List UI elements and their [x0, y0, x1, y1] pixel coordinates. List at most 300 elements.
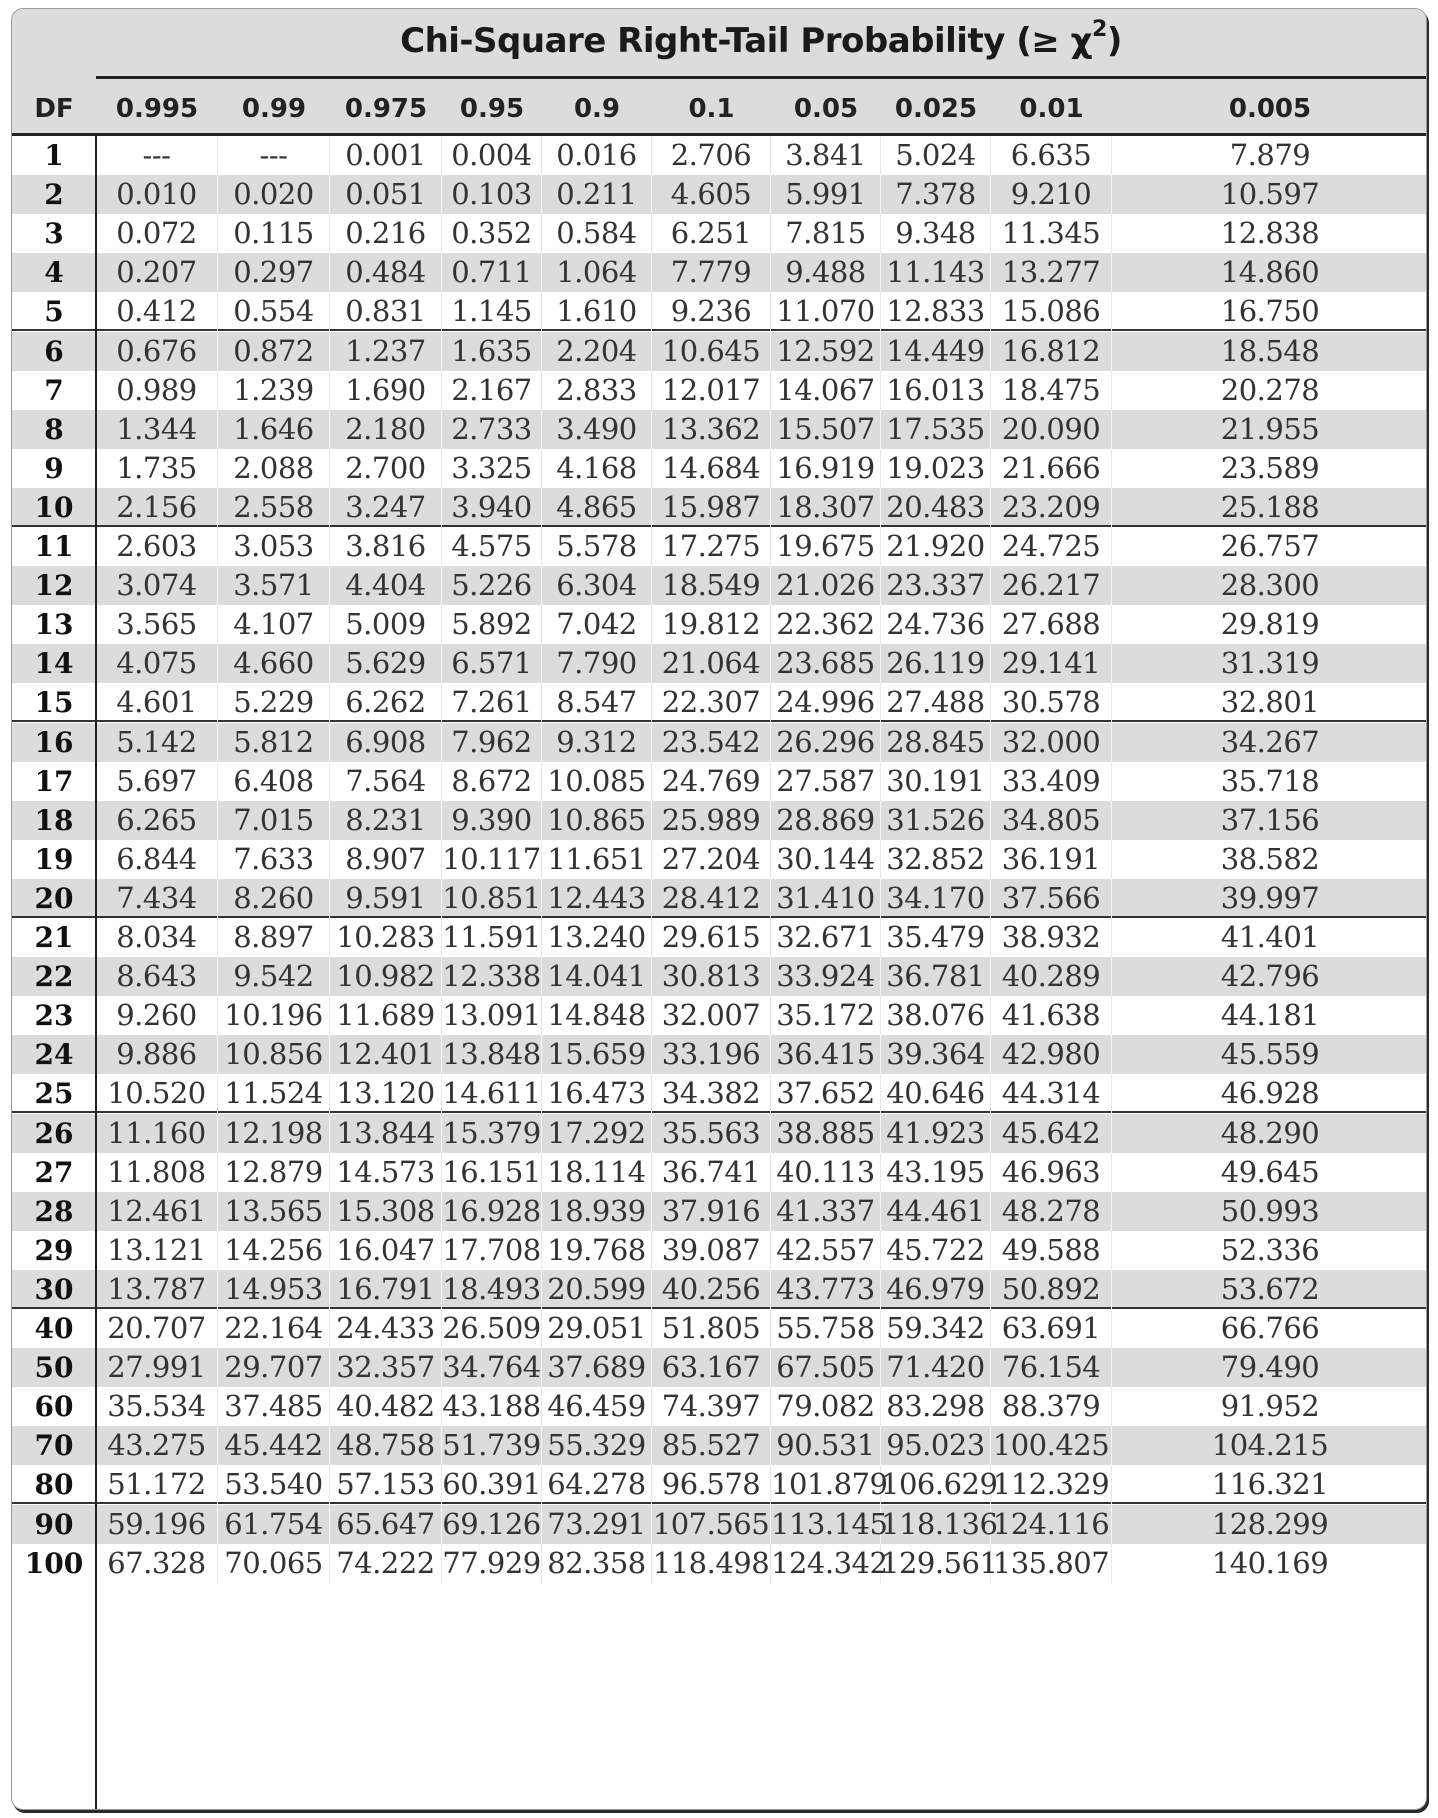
df-cell: 60	[34, 1390, 74, 1424]
critical-value-cell: 37.156	[1220, 802, 1320, 837]
df-cell: 17	[34, 764, 74, 798]
critical-value-cell: 12.838	[1220, 216, 1320, 251]
df-column-divider	[95, 136, 97, 1810]
critical-value-cell: 28.412	[652, 879, 771, 918]
critical-value-cell: 6.265	[96, 801, 218, 840]
critical-value-cell: 15.086	[991, 292, 1112, 331]
critical-value-cell: 22.307	[652, 683, 771, 722]
table-row	[12, 1231, 1426, 1270]
critical-value-cell: 7.879	[1229, 138, 1311, 172]
critical-value-cell: 10.520	[96, 1074, 218, 1113]
critical-value-cell: 9.591	[330, 879, 442, 918]
critical-value-cell: 45.559	[1220, 1037, 1320, 1072]
critical-value-cell: 0.016	[542, 136, 652, 175]
critical-value-cell: 26.217	[991, 566, 1112, 605]
critical-value-cell: 43.275	[96, 1426, 218, 1465]
critical-value-cell: 3.940	[442, 488, 542, 527]
critical-value-cell: 44.181	[1220, 998, 1320, 1033]
critical-value-cell: 35.172	[771, 996, 881, 1035]
critical-value-cell: 8.897	[218, 918, 330, 957]
table-row	[12, 253, 1426, 292]
critical-value-cell: 38.582	[1220, 841, 1320, 876]
critical-value-cell: 27.991	[96, 1348, 218, 1387]
critical-value-cell: 13.091	[442, 996, 542, 1035]
critical-value-cell: 9.886	[96, 1035, 218, 1074]
critical-value-cell: 50.993	[1220, 1193, 1320, 1228]
critical-value-cell: 36.741	[652, 1153, 771, 1192]
critical-value-cell: 6.571	[442, 644, 542, 683]
critical-value-cell: 40.646	[881, 1074, 991, 1113]
critical-value-cell: 44.461	[881, 1192, 991, 1231]
critical-value-cell: 112.329	[991, 1465, 1112, 1504]
critical-value-cell: 6.304	[542, 566, 652, 605]
critical-value-cell: 52.336	[1220, 1232, 1320, 1267]
critical-value-cell: 17.708	[442, 1231, 542, 1270]
critical-value-cell: 27.488	[881, 683, 991, 722]
critical-value-cell: 39.087	[652, 1231, 771, 1270]
table-row	[12, 1074, 1426, 1113]
df-cell: 80	[34, 1468, 74, 1502]
critical-value-cell: 14.256	[218, 1231, 330, 1270]
table-row	[12, 1387, 1426, 1426]
critical-value-cell: 73.291	[542, 1505, 652, 1544]
critical-value-cell: 13.120	[330, 1074, 442, 1113]
critical-value-cell: 82.358	[542, 1544, 652, 1583]
critical-value-cell: 0.297	[218, 253, 330, 292]
critical-value-cell: 20.278	[1220, 372, 1320, 407]
critical-value-cell: 17.275	[652, 527, 771, 566]
critical-value-cell: 140.169	[1211, 1545, 1329, 1580]
critical-value-cell: 15.659	[542, 1035, 652, 1074]
critical-value-cell: 27.688	[991, 605, 1112, 644]
table-row	[12, 1114, 1426, 1153]
critical-value-cell: 79.082	[771, 1387, 881, 1426]
critical-value-cell: 45.442	[218, 1426, 330, 1465]
critical-value-cell: 37.689	[542, 1348, 652, 1387]
table-row	[12, 879, 1426, 918]
critical-value-cell: 14.611	[442, 1074, 542, 1113]
critical-value-cell: 4.107	[218, 605, 330, 644]
df-cell: 14	[34, 647, 74, 681]
critical-value-cell: 12.833	[881, 292, 991, 331]
critical-value-cell: 18.114	[542, 1153, 652, 1192]
critical-value-cell: 46.963	[991, 1153, 1112, 1192]
critical-value-cell: 15.507	[771, 410, 881, 449]
table-row	[12, 410, 1426, 449]
critical-value-cell: 59.342	[881, 1309, 991, 1348]
critical-value-cell: 33.409	[991, 762, 1112, 801]
title-rule	[96, 76, 1426, 79]
critical-value-cell: 19.812	[652, 605, 771, 644]
critical-value-cell: 11.070	[771, 292, 881, 331]
df-cell: 20	[34, 881, 74, 915]
table-row	[12, 1426, 1426, 1465]
critical-value-cell: 5.009	[330, 605, 442, 644]
critical-value-cell: 5.142	[96, 723, 218, 762]
critical-value-cell: 37.485	[218, 1387, 330, 1426]
critical-value-cell: 118.498	[652, 1544, 771, 1583]
critical-value-cell: 16.791	[330, 1270, 442, 1309]
header-row	[12, 86, 1426, 136]
critical-value-cell: 1.237	[330, 332, 442, 371]
critical-value-cell: 0.072	[96, 214, 218, 253]
critical-value-cell: 51.739	[442, 1426, 542, 1465]
critical-value-cell: 40.289	[991, 957, 1112, 996]
critical-value-cell: 3.565	[96, 605, 218, 644]
table-title	[96, 17, 1426, 61]
critical-value-cell: 17.292	[542, 1114, 652, 1153]
table-row	[12, 644, 1426, 683]
critical-value-cell: 30.578	[991, 683, 1112, 722]
df-cell: 3	[44, 217, 64, 251]
critical-value-cell: 95.023	[881, 1426, 991, 1465]
critical-value-cell: 7.378	[881, 175, 991, 214]
critical-value-cell: 15.987	[652, 488, 771, 527]
critical-value-cell: 44.314	[991, 1074, 1112, 1113]
df-cell: 27	[34, 1155, 74, 1189]
critical-value-cell: 16.047	[330, 1231, 442, 1270]
critical-value-cell: 1.735	[96, 449, 218, 488]
critical-value-cell: 9.236	[652, 292, 771, 331]
critical-value-cell: 5.892	[442, 605, 542, 644]
critical-value-cell: 26.757	[1220, 529, 1320, 563]
header-probability: 0.95	[459, 94, 525, 124]
critical-value-cell: 67.328	[96, 1544, 218, 1583]
critical-value-cell: 1.690	[330, 371, 442, 410]
critical-value-cell: ---	[218, 136, 330, 175]
df-cell: 4	[44, 256, 64, 290]
df-cell: 25	[34, 1077, 74, 1111]
critical-value-cell: 0.484	[330, 253, 442, 292]
critical-value-cell: 10.851	[442, 879, 542, 918]
df-cell: 1	[44, 139, 64, 172]
table-row	[12, 1544, 1426, 1583]
critical-value-cell: 7.790	[542, 644, 652, 683]
critical-value-cell: 64.278	[542, 1465, 652, 1504]
critical-value-cell: 5.697	[96, 762, 218, 801]
critical-value-cell: 0.115	[218, 214, 330, 253]
critical-value-cell: 12.401	[330, 1035, 442, 1074]
critical-value-cell: 41.923	[881, 1114, 991, 1153]
df-cell: 23	[34, 999, 74, 1033]
critical-value-cell: 45.722	[881, 1231, 991, 1270]
critical-value-cell: 35.534	[96, 1387, 218, 1426]
critical-value-cell: 34.170	[881, 879, 991, 918]
table-row	[12, 1153, 1426, 1192]
table-row	[12, 1270, 1426, 1309]
critical-value-cell: 85.527	[652, 1426, 771, 1465]
critical-value-cell: 24.725	[991, 527, 1112, 566]
critical-value-cell: 23.337	[881, 566, 991, 605]
chi-square-table-sheet	[11, 8, 1427, 1810]
critical-value-cell: 34.805	[991, 801, 1112, 840]
critical-value-cell: 18.939	[542, 1192, 652, 1231]
critical-value-cell: 15.379	[442, 1114, 542, 1153]
critical-value-cell: 5.991	[771, 175, 881, 214]
critical-value-cell: 8.547	[542, 683, 652, 722]
critical-value-cell: 4.605	[652, 175, 771, 214]
critical-value-cell: 124.116	[991, 1505, 1112, 1544]
critical-value-cell: 0.412	[96, 292, 218, 331]
critical-value-cell: 4.575	[442, 527, 542, 566]
critical-value-cell: 12.461	[96, 1192, 218, 1231]
critical-value-cell: 23.209	[991, 488, 1112, 527]
critical-value-cell: 26.296	[771, 723, 881, 762]
table-row	[12, 332, 1426, 371]
critical-value-cell: 12.338	[442, 957, 542, 996]
critical-value-cell: 10.865	[542, 801, 652, 840]
critical-value-cell: 3.816	[330, 527, 442, 566]
critical-value-cell: 25.188	[1220, 489, 1320, 524]
critical-value-cell: 11.808	[96, 1153, 218, 1192]
critical-value-cell: 24.996	[771, 683, 881, 722]
critical-value-cell: 16.812	[991, 332, 1112, 371]
critical-value-cell: 8.643	[96, 957, 218, 996]
critical-value-cell: 24.736	[881, 605, 991, 644]
critical-value-cell: 9.542	[218, 957, 330, 996]
critical-value-cell: 11.160	[96, 1114, 218, 1153]
critical-value-cell: 2.558	[218, 488, 330, 527]
critical-value-cell: 49.588	[991, 1231, 1112, 1270]
critical-value-cell: 5.229	[218, 683, 330, 722]
critical-value-cell: 37.566	[991, 879, 1112, 918]
critical-value-cell: 1.239	[218, 371, 330, 410]
critical-value-cell: 0.872	[218, 332, 330, 371]
critical-value-cell: 7.962	[442, 723, 542, 762]
table-row	[12, 918, 1426, 957]
critical-value-cell: 0.711	[442, 253, 542, 292]
critical-value-cell: 66.766	[1220, 1311, 1320, 1345]
critical-value-cell: 37.916	[652, 1192, 771, 1231]
table-row	[12, 683, 1426, 722]
critical-value-cell: 13.240	[542, 918, 652, 957]
critical-value-cell: 2.088	[218, 449, 330, 488]
critical-value-cell: 10.283	[330, 918, 442, 957]
critical-value-cell: 3.490	[542, 410, 652, 449]
critical-value-cell: 34.764	[442, 1348, 542, 1387]
critical-value-cell: 35.718	[1220, 763, 1320, 798]
critical-value-cell: 57.153	[330, 1465, 442, 1504]
df-cell: 26	[34, 1116, 74, 1150]
critical-value-cell: 22.164	[218, 1309, 330, 1348]
critical-value-cell: 11.143	[881, 253, 991, 292]
critical-value-cell: 0.001	[330, 136, 442, 175]
critical-value-cell: 51.805	[652, 1309, 771, 1348]
critical-value-cell: 55.758	[771, 1309, 881, 1348]
header-probability: 0.99	[241, 94, 307, 124]
critical-value-cell: 124.342	[771, 1544, 881, 1583]
critical-value-cell: 1.344	[96, 410, 218, 449]
df-cell: 28	[34, 1194, 74, 1228]
critical-value-cell: 15.308	[330, 1192, 442, 1231]
critical-value-cell: 4.865	[542, 488, 652, 527]
critical-value-cell: 0.207	[96, 253, 218, 292]
critical-value-cell: 42.796	[1220, 959, 1320, 994]
critical-value-cell: 26.119	[881, 644, 991, 683]
critical-value-cell: 24.433	[330, 1309, 442, 1348]
critical-value-cell: 13.277	[991, 253, 1112, 292]
critical-value-cell: ---	[96, 136, 218, 175]
header-probability: 0.995	[115, 94, 199, 124]
critical-value-cell: 1.635	[442, 332, 542, 371]
critical-value-cell: 4.075	[96, 644, 218, 683]
critical-value-cell: 3.053	[218, 527, 330, 566]
critical-value-cell: 48.758	[330, 1426, 442, 1465]
critical-value-cell: 79.490	[1220, 1350, 1320, 1385]
critical-value-cell: 10.196	[218, 996, 330, 1035]
critical-value-cell: 7.434	[96, 879, 218, 918]
df-cell: 10	[34, 490, 74, 524]
critical-value-cell: 9.260	[96, 996, 218, 1035]
critical-value-cell: 70.065	[218, 1544, 330, 1583]
critical-value-cell: 9.210	[991, 175, 1112, 214]
critical-value-cell: 26.509	[442, 1309, 542, 1348]
critical-value-cell: 31.319	[1220, 646, 1320, 681]
critical-value-cell: 61.754	[218, 1505, 330, 1544]
critical-value-cell: 9.312	[542, 723, 652, 762]
critical-value-cell: 20.599	[542, 1270, 652, 1309]
critical-value-cell: 45.642	[991, 1114, 1112, 1153]
df-cell: 22	[34, 960, 74, 994]
df-cell: 18	[34, 803, 74, 837]
critical-value-cell: 12.017	[652, 371, 771, 410]
critical-value-cell: 17.535	[881, 410, 991, 449]
table-row	[12, 566, 1426, 605]
critical-value-cell: 0.676	[96, 332, 218, 371]
critical-value-cell: 10.982	[330, 957, 442, 996]
critical-value-cell: 1.646	[218, 410, 330, 449]
critical-value-cell: 23.589	[1220, 450, 1320, 485]
critical-value-cell: 29.819	[1220, 607, 1320, 642]
critical-value-cell: 12.198	[218, 1114, 330, 1153]
table-row	[12, 1465, 1426, 1504]
critical-value-cell: 19.023	[881, 449, 991, 488]
table-row	[12, 371, 1426, 410]
table-row	[12, 957, 1426, 996]
critical-value-cell: 107.565	[652, 1505, 771, 1544]
critical-value-cell: 14.860	[1220, 255, 1320, 290]
critical-value-cell: 28.845	[881, 723, 991, 762]
header-probability: 0.975	[344, 94, 428, 124]
critical-value-cell: 41.337	[771, 1192, 881, 1231]
critical-value-cell: 7.633	[218, 840, 330, 879]
critical-value-cell: 74.222	[330, 1544, 442, 1583]
critical-value-cell: 35.563	[652, 1114, 771, 1153]
critical-value-cell: 32.671	[771, 918, 881, 957]
critical-value-cell: 5.024	[881, 136, 991, 175]
critical-value-cell: 11.651	[542, 840, 652, 879]
critical-value-cell: 16.151	[442, 1153, 542, 1192]
critical-value-cell: 23.542	[652, 723, 771, 762]
critical-value-cell: 14.848	[542, 996, 652, 1035]
critical-value-cell: 41.401	[1220, 920, 1320, 954]
critical-value-cell: 18.307	[771, 488, 881, 527]
critical-value-cell: 128.299	[1211, 1506, 1329, 1541]
critical-value-cell: 21.064	[652, 644, 771, 683]
critical-value-cell: 71.420	[881, 1348, 991, 1387]
critical-value-cell: 7.815	[771, 214, 881, 253]
critical-value-cell: 16.928	[442, 1192, 542, 1231]
critical-value-cell: 8.231	[330, 801, 442, 840]
critical-value-cell: 9.348	[881, 214, 991, 253]
table-row	[12, 527, 1426, 566]
df-cell: 90	[34, 1507, 74, 1541]
critical-value-cell: 9.488	[771, 253, 881, 292]
df-cell: 12	[34, 569, 74, 603]
df-cell: 15	[34, 686, 74, 720]
critical-value-cell: 135.807	[991, 1544, 1112, 1583]
critical-value-cell: 106.629	[881, 1465, 991, 1504]
critical-value-cell: 13.362	[652, 410, 771, 449]
critical-value-cell: 46.928	[1220, 1076, 1320, 1111]
header-probability: 0.025	[894, 94, 978, 124]
critical-value-cell: 74.397	[652, 1387, 771, 1426]
table-row	[12, 1309, 1426, 1348]
critical-value-cell: 16.750	[1220, 294, 1320, 329]
critical-value-cell: 100.425	[991, 1426, 1112, 1465]
critical-value-cell: 29.615	[652, 918, 771, 957]
critical-value-cell: 129.561	[881, 1544, 991, 1583]
critical-value-cell: 24.769	[652, 762, 771, 801]
critical-value-cell: 46.979	[881, 1270, 991, 1309]
table-row	[12, 1348, 1426, 1387]
critical-value-cell: 13.565	[218, 1192, 330, 1231]
critical-value-cell: 2.156	[96, 488, 218, 527]
critical-value-cell: 104.215	[1211, 1428, 1329, 1463]
critical-value-cell: 28.300	[1220, 568, 1320, 603]
critical-value-cell: 39.364	[881, 1035, 991, 1074]
critical-value-cell: 18.548	[1220, 333, 1320, 368]
critical-value-cell: 10.597	[1220, 177, 1320, 212]
critical-value-cell: 0.216	[330, 214, 442, 253]
table-row	[12, 762, 1426, 801]
critical-value-cell: 43.188	[442, 1387, 542, 1426]
critical-value-cell: 42.557	[771, 1231, 881, 1270]
critical-value-cell: 1.064	[542, 253, 652, 292]
critical-value-cell: 38.932	[991, 918, 1112, 957]
critical-value-cell: 41.638	[991, 996, 1112, 1035]
critical-value-cell: 0.020	[218, 175, 330, 214]
critical-value-cell: 14.041	[542, 957, 652, 996]
critical-value-cell: 14.684	[652, 449, 771, 488]
critical-value-cell: 12.443	[542, 879, 652, 918]
df-cell: 50	[34, 1351, 74, 1385]
critical-value-cell: 35.479	[881, 918, 991, 957]
critical-value-cell: 0.831	[330, 292, 442, 331]
critical-value-cell: 0.989	[96, 371, 218, 410]
critical-value-cell: 8.034	[96, 918, 218, 957]
critical-value-cell: 40.113	[771, 1153, 881, 1192]
critical-value-cell: 21.666	[991, 449, 1112, 488]
critical-value-cell: 1.610	[542, 292, 652, 331]
critical-value-cell: 38.076	[881, 996, 991, 1035]
table-row	[12, 723, 1426, 762]
header-df: DF	[34, 94, 74, 124]
critical-value-cell: 5.226	[442, 566, 542, 605]
critical-value-cell: 23.685	[771, 644, 881, 683]
critical-value-cell: 13.787	[96, 1270, 218, 1309]
critical-value-cell: 27.587	[771, 762, 881, 801]
table-row	[12, 175, 1426, 214]
table-row	[12, 292, 1426, 331]
critical-value-cell: 8.672	[442, 762, 542, 801]
critical-value-cell: 55.329	[542, 1426, 652, 1465]
critical-value-cell: 2.700	[330, 449, 442, 488]
critical-value-cell: 42.980	[991, 1035, 1112, 1074]
table-row	[12, 449, 1426, 488]
critical-value-cell: 21.920	[881, 527, 991, 566]
critical-value-cell: 5.629	[330, 644, 442, 683]
